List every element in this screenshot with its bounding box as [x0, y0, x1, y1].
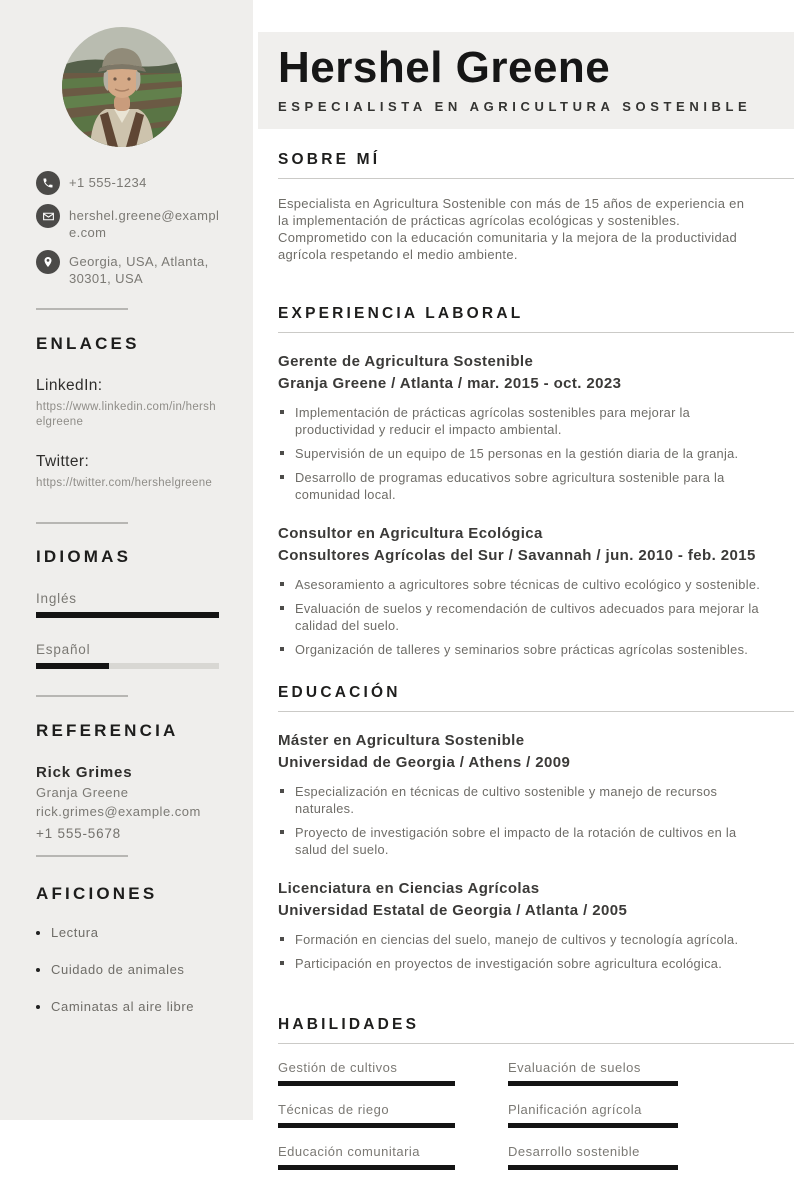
phone-icon: [36, 171, 60, 195]
twitter-url[interactable]: https://twitter.com/hershelgreene: [36, 477, 213, 489]
job-bullet: Desarrollo de programas educativos sobre agricultura sostenible para la comunidad local.: [278, 469, 794, 503]
skill-level-fill: [278, 1123, 455, 1128]
hobbies-heading: AFICIONES: [36, 884, 158, 903]
job-meta: Consultores Agrícolas del Sur / Savannah / jun. 2010 - feb. 2015: [278, 547, 756, 564]
skill-level-bar: [278, 1165, 455, 1170]
contact-phone-text: +1 555-1234: [69, 175, 147, 190]
about-text: Especialista en Agricultura Sostenible con más de 15 años de experiencia en la implementación de prácticas agrícolas ecológicas y sostenibles. Comprometido con la educación comunitaria y la mejora de la productividad agrícola respetando el medio ambiente.: [278, 196, 745, 262]
skill-label: Planificación agrícola: [508, 1102, 642, 1117]
language-item: [36, 642, 253, 669]
location-icon: [36, 250, 60, 274]
skills-grid: [278, 1060, 794, 1180]
education-heading: EDUCACIÓN: [278, 684, 794, 712]
skill-level-bar: [508, 1123, 678, 1128]
language-label: Español: [36, 642, 91, 657]
reference-company: Granja Greene: [36, 785, 129, 800]
degree-title: Licenciatura en Ciencias Agrícolas: [278, 880, 540, 897]
sidebar-divider: [36, 695, 128, 697]
hobby-label: Lectura: [51, 925, 99, 940]
skill-level-fill: [278, 1165, 455, 1170]
bullet-dot: [36, 1005, 40, 1009]
twitter-label: Twitter:: [36, 453, 90, 470]
skill-level-bar: [278, 1081, 455, 1086]
contact-email: [36, 204, 253, 241]
skill-label: Evaluación de suelos: [508, 1060, 641, 1075]
hobby-item: [36, 962, 253, 978]
skill-level-fill: [508, 1123, 678, 1128]
about-heading: SOBRE MÍ: [278, 151, 794, 179]
language-level-bar: [36, 663, 219, 669]
job-bullet: Asesoramiento a agricultores sobre técnicas de cultivo ecológico y sostenible.: [278, 576, 794, 593]
main-content: [253, 151, 794, 1180]
job-title: Consultor en Agricultura Ecológica: [278, 525, 543, 542]
job-bullet: Supervisión de un equipo de 15 personas en la gestión diaria de la granja.: [278, 445, 794, 462]
skill-level-bar: [508, 1165, 678, 1170]
language-level-bar: [36, 612, 219, 618]
hobby-item: [36, 925, 253, 941]
skill-label: Gestión de cultivos: [278, 1060, 398, 1075]
degree-bullet: Especialización en técnicas de cultivo sostenible y manejo de recursos naturales.: [278, 783, 794, 817]
contact-location: [36, 250, 253, 287]
degree-bullet-list: [278, 783, 794, 858]
reference-name: Rick Grimes: [36, 764, 133, 781]
contact-phone: [36, 171, 253, 195]
experience-heading: EXPERIENCIA LABORAL: [278, 305, 794, 333]
linkedin-label: LinkedIn:: [36, 377, 103, 394]
education-entry: [278, 730, 794, 858]
reference-phone: +1 555-5678: [36, 826, 121, 841]
degree-title: Máster en Agricultura Sostenible: [278, 732, 525, 749]
sidebar-divider: [36, 522, 128, 524]
languages-heading: IDIOMAS: [36, 547, 132, 566]
language-level-fill: [36, 663, 109, 669]
job-bullet-list: [278, 576, 794, 658]
skills-heading: HABILIDADES: [278, 1016, 794, 1044]
job-bullet: Implementación de prácticas agrícolas sostenibles para mejorar la productividad y reducir el impacto ambiental.: [278, 404, 794, 438]
hobby-label: Caminatas al aire libre: [51, 999, 195, 1014]
language-item: [36, 591, 253, 618]
job-bullet-list: [278, 404, 794, 503]
skill-item: [278, 1102, 455, 1128]
header-band: [258, 32, 794, 129]
linkedin-url[interactable]: https://www.linkedin.com/in/hershelgreene: [36, 401, 216, 428]
skill-item: [508, 1144, 678, 1170]
links-heading: ENLACES: [36, 334, 140, 353]
bullet-dot: [36, 931, 40, 935]
skill-item: [278, 1060, 455, 1086]
job-meta: Granja Greene / Atlanta / mar. 2015 - oct. 2023: [278, 375, 622, 392]
link-item-linkedin: [36, 377, 253, 430]
job-title-subtitle: ESPECIALISTA EN AGRICULTURA SOSTENIBLE: [278, 99, 752, 114]
language-label: Inglés: [36, 591, 77, 606]
skill-item: [508, 1102, 678, 1128]
hobby-label: Cuidado de animales: [51, 962, 185, 977]
contact-section: [36, 171, 253, 287]
sidebar-divider: [36, 855, 128, 857]
degree-meta: Universidad de Georgia / Athens / 2009: [278, 754, 571, 771]
job-bullet: Evaluación de suelos y recomendación de cultivos adecuados para mejorar la calidad del suelo.: [278, 600, 794, 634]
link-item-twitter: [36, 453, 253, 491]
reference-email: rick.grimes@example.com: [36, 804, 201, 819]
reference-heading: REFERENCIA: [36, 721, 179, 740]
skill-level-bar: [278, 1123, 455, 1128]
skill-label: Técnicas de riego: [278, 1102, 390, 1117]
profile-photo: [62, 27, 182, 147]
experience-section: [278, 305, 794, 658]
job-title: Gerente de Agricultura Sostenible: [278, 353, 534, 370]
skill-item: [508, 1060, 678, 1086]
email-icon: [36, 204, 60, 228]
degree-bullet: Proyecto de investigación sobre el impacto de la rotación de cultivos en la salud del suelo.: [278, 824, 794, 858]
contact-email-text: hershel.greene@example.com: [69, 208, 220, 240]
experience-entry: [278, 523, 794, 658]
page-title: Hershel Greene: [278, 43, 611, 92]
sidebar-divider: [36, 308, 128, 310]
degree-bullet-list: [278, 931, 794, 972]
skill-label: Desarrollo sostenible: [508, 1144, 640, 1159]
skills-section: [278, 1016, 794, 1180]
education-entry: [278, 878, 794, 972]
skill-label: Educación comunitaria: [278, 1144, 421, 1159]
skill-level-fill: [508, 1165, 678, 1170]
experience-entry: [278, 351, 794, 503]
skill-level-bar: [508, 1081, 678, 1086]
hobby-item: [36, 999, 253, 1015]
job-bullet: Organización de talleres y seminarios sobre prácticas agrícolas sostenibles.: [278, 641, 794, 658]
education-section: [278, 684, 794, 972]
contact-location-text: Georgia, USA, Atlanta, 30301, USA: [69, 254, 209, 286]
skill-level-fill: [278, 1081, 455, 1086]
language-level-fill: [36, 612, 219, 618]
bullet-dot: [36, 968, 40, 972]
skill-item: [278, 1144, 455, 1170]
about-section: [278, 151, 794, 263]
degree-meta: Universidad Estatal de Georgia / Atlanta / 2005: [278, 902, 628, 919]
main-column: [253, 0, 794, 1159]
sidebar: [0, 0, 253, 1120]
farmer-portrait-illustration: [62, 27, 182, 147]
skill-level-fill: [508, 1081, 678, 1086]
degree-bullet: Participación en proyectos de investigación sobre agricultura ecológica.: [278, 955, 794, 972]
degree-bullet: Formación en ciencias del suelo, manejo de cultivos y tecnología agrícola.: [278, 931, 794, 948]
